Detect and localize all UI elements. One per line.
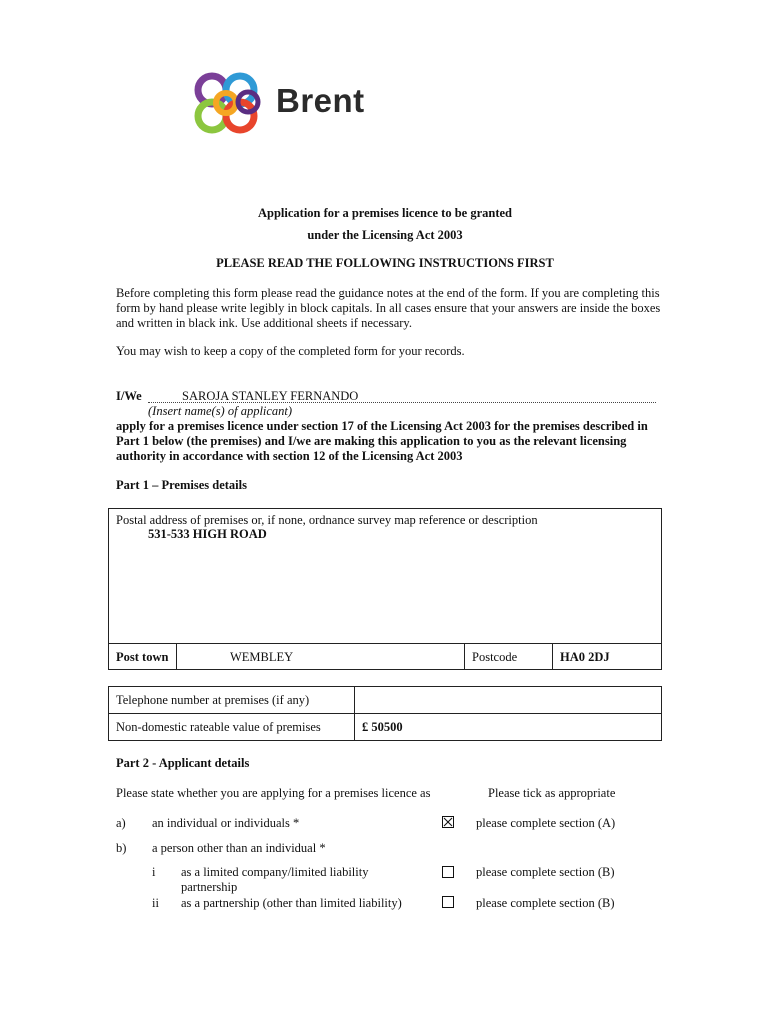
sub-option-ii-marker: ii: [152, 896, 159, 910]
form-title-line1: Application for a premises licence to be granted: [257, 206, 513, 220]
sub-option-i-note: please complete section (B): [476, 865, 615, 879]
applicant-statement: apply for a premises licence under section 17 of the Licensing Act 2003 for the premises described in Part 1 below (the premises) and I/we are making this application to you as the relevant licensing authority in accordance with section 12 of the Licensing Act 2003: [116, 419, 648, 463]
postcode-separator-left: [464, 643, 465, 670]
post-town-label: Post town: [116, 650, 169, 664]
sub-option-i-label: as a limited company/limited liability: [181, 865, 369, 879]
instructions-text: Before completing this form please read the guidance notes at the end of the form. If you are completing this form by hand please write legibly in block capitals. In all cases ensure that your answers are inside the boxes and written in black ink. Use additional sheets if necessary.: [116, 286, 661, 330]
postcode-label: Postcode: [472, 650, 518, 664]
post-town-separator: [176, 643, 177, 670]
address-value[interactable]: 531-533 HIGH ROAD: [148, 527, 267, 541]
option-b-marker: b): [116, 841, 127, 855]
part1-heading: Part 1 – Premises details: [116, 478, 247, 492]
rateable-value[interactable]: £ 50500: [362, 720, 403, 734]
sub-option-i-checkbox[interactable]: [442, 866, 454, 878]
sub-option-ii-label: as a partnership (other than limited liability): [181, 896, 402, 910]
telephone-divider: [108, 713, 662, 714]
checked-x-icon: [443, 817, 453, 827]
applicant-name[interactable]: SAROJA STANLEY FERNANDO: [182, 389, 359, 403]
form-title-line2: under the Licensing Act 2003: [307, 228, 463, 242]
value-column-separator: [354, 686, 355, 741]
brent-rings-logo-icon: [190, 72, 270, 136]
option-a-marker: a): [116, 816, 126, 830]
iwe-label: I/We: [116, 389, 142, 403]
applicant-type-question: Please state whether you are applying for a premises licence as: [116, 786, 431, 800]
postcode-value[interactable]: HA0 2DJ: [560, 650, 610, 664]
post-town-value[interactable]: WEMBLEY: [230, 650, 294, 664]
post-town-divider: [108, 643, 662, 644]
tick-header: Please tick as appropriate: [488, 786, 616, 800]
postcode-separator-right: [552, 643, 553, 670]
sub-option-i-label-cont: partnership: [181, 880, 238, 894]
telephone-label: Telephone number at premises (if any): [116, 693, 310, 707]
option-a-checkbox[interactable]: [442, 816, 454, 828]
option-b-label: a person other than an individual *: [152, 841, 326, 855]
sub-option-i-marker: i: [152, 865, 156, 879]
copy-note: You may wish to keep a copy of the completed form for your records.: [116, 344, 465, 358]
address-label: Postal address of premises or, if none, ordnance survey map reference or description: [116, 513, 538, 527]
option-a-label: an individual or individuals *: [152, 816, 300, 830]
option-a-note: please complete section (A): [476, 816, 616, 830]
part2-heading: Part 2 - Applicant details: [116, 756, 250, 770]
instructions-heading: PLEASE READ THE FOLLOWING INSTRUCTIONS FIRST: [216, 256, 554, 270]
sub-option-ii-note: please complete section (B): [476, 896, 615, 910]
applicant-name-hint: (Insert name(s) of applicant): [148, 404, 293, 418]
rateable-label: Non-domestic rateable value of premises: [116, 720, 321, 734]
sub-option-ii-checkbox[interactable]: [442, 896, 454, 908]
brand-name: Brent: [276, 82, 365, 119]
